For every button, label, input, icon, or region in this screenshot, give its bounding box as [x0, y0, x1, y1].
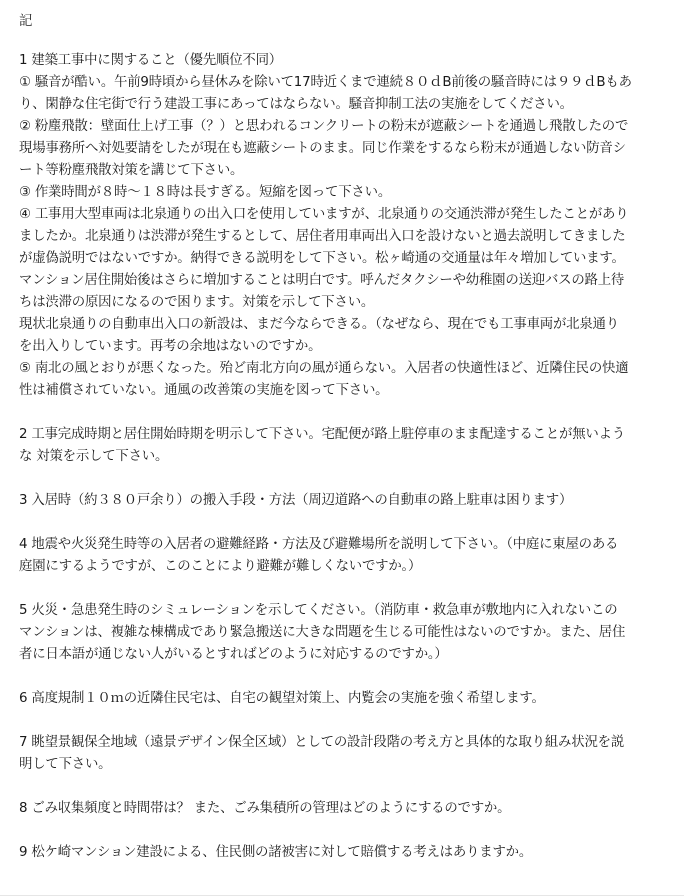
- section-line: 者に日本語が通じない人がいるとすればどのように対応するのですか。）: [19, 647, 448, 662]
- section-line: マンション居住開始後はさらに増加することは明白です。呼んだタクシーや幼稚園の送迎バスの路上待: [19, 273, 625, 288]
- section-line: が虚偽説明ではないですか。納得できる説明をして下さい。松ヶ崎通の交通量は年々増加しています。: [19, 251, 625, 266]
- section-line: ① 騒音が酷い。午前9時頃から昼休みを除いて17時近くまで連続８０ｄB前後の騒音時には９９ｄBもあ: [19, 75, 632, 90]
- section-line: 7 眺望景観保全地域（遠景デザイン保全区域）としての設計段階の考え方と具体的な取り組み状況を説: [19, 735, 625, 750]
- section-line: 4 地震や火災発生時等の入居者の避難経路・方法及び避難場所を説明して下さい。（中庭に東屋のある: [19, 537, 619, 552]
- section-line: 3 入居時（約３８０戸余り）の搬入手段・方法（周辺道路への自動車の路上駐車は困ります）: [19, 493, 573, 508]
- section-9: [19, 842, 670, 864]
- section-line: 性は補償されていない。通風の改善策の実施を図って下さい。: [19, 383, 389, 398]
- section-line: ちは渋滞の原因になるので困ります。対策を示して下さい。: [19, 295, 375, 310]
- section-line: 5 火災・急患発生時のシミュレーションを示してください。（消防車・救急車が敷地内に入れないこの: [19, 603, 618, 618]
- section-line: を出入りしています。再考の余地はないのですか。: [19, 339, 322, 354]
- section-8: [19, 798, 670, 820]
- section-line: 現状北泉通りの自動車出入口の新設は、まだ今ならできる。（なぜなら、現在でも工事車両が北泉通り: [19, 317, 619, 332]
- section-line: 1 建築工事中に関すること（優先順位不同）: [19, 53, 282, 68]
- section-line: ③ 作業時間が８時～１８時は長すぎる。短縮を図って下さい。: [19, 185, 392, 200]
- section-line: な 対策を示して下さい。: [19, 449, 169, 464]
- document-body: [19, 50, 670, 864]
- section-5: [19, 600, 670, 666]
- section-line: 庭園にするようですが、このことにより避難が難しくないですか。）: [19, 559, 422, 574]
- section-line: マンションは、複雑な棟構成であり緊急搬送に大きな問題を生じる可能性はないのですか。また、居住: [19, 625, 626, 640]
- section-line: 9 松ケ崎マンション建設による、住民側の諸被害に対して賠償する考えはありますか。: [19, 845, 533, 860]
- section-line: り、閑静な住宅街で行う建設工事にあってはならない。騒音抑制工法の実施をしてください。: [19, 97, 573, 112]
- section-2: [19, 424, 670, 468]
- section-7: [19, 732, 670, 776]
- section-line: ② 粉塵飛散：壁面仕上げ工事（？）と思われるコンクリートの粉末が遮蔽シートを通過し飛散したので: [19, 119, 629, 134]
- section-line: ましたか。北泉通りは渋滞が発生するとして、居住者用車両出入口を設けないと過去説明してきました: [19, 229, 626, 244]
- section-6: [19, 688, 670, 710]
- section-line: 明して下さい。: [19, 757, 112, 772]
- document-heading: 記: [19, 14, 33, 29]
- section-line: 6 高度規制１０ｍの近隣住民宅は、自宅の観望対策上、内覧会の実施を強く希望します。: [19, 691, 545, 706]
- section-line: 現場事務所へ対処要請をしたが現在も遮蔽シートのまま。同じ作業をするなら粉末が通過しない防音シ: [19, 141, 626, 156]
- section-line: 2 工事完成時期と居住開始時期を明示して下さい。宅配便が路上駐停車のまま配達することが無いよう: [19, 427, 625, 442]
- section-line: 8 ごみ収集頻度と時間帯は？ また、ごみ集積所の管理はどのようにするのですか。: [19, 801, 511, 816]
- section-1: [19, 50, 670, 402]
- section-line: ⑤ 南北の風とおりが悪くなった。殆ど南北方向の風が通らない。入居者の快適性ほど、近隣住民の快適: [19, 361, 629, 376]
- section-line: ④ 工事用大型車両は北泉通りの出入口を使用していますが、北泉通りの交通渋滞が発生したことがあり: [19, 207, 629, 222]
- section-3: [19, 490, 670, 512]
- section-4: [19, 534, 670, 578]
- section-line: ート等粉塵飛散対策を講じて下さい。: [19, 163, 244, 178]
